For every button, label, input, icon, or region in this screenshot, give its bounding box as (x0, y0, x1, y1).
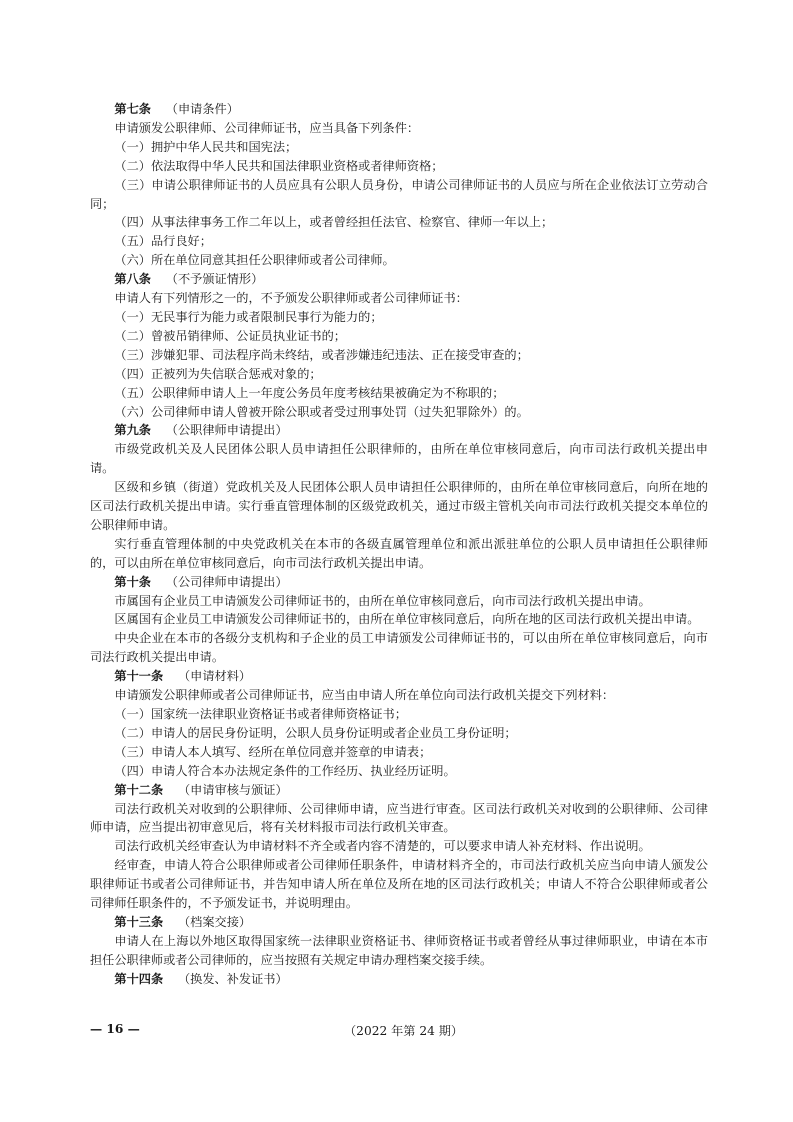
paragraph: （四）正被列为失信联合惩戒对象的； (114, 366, 322, 381)
paragraph: 申请颁发公职律师或者公司律师证书，应当由申请人所在单位向司法行政机关提交下列材料： (114, 688, 615, 703)
article-number: 第十三条 (114, 914, 164, 929)
paragraph: （五）品行良好； (114, 234, 212, 249)
article-heading (90, 667, 708, 686)
paragraph: 经审查，申请人符合公职律师或者公司律师任职条件，申请材料齐全的，市司法行政机关应当向申请人颁发公职律师证书或者公司律师证书，并告知申请人所在单位及所在地的区司法行政机关；申请人不符合公职律师或者公司律师任职条件的，不予颁发证书，并说明理由。 (90, 858, 708, 911)
paragraph: 司法行政机关经审查认为申请材料不齐全或者内容不清楚的，可以要求申请人补充材料、作出说明。 (114, 839, 651, 854)
article-heading (90, 573, 708, 592)
article-heading (90, 913, 708, 932)
paragraph: （三）涉嫌犯罪、司法程序尚未终结，或者涉嫌违纪违法、正在接受审查的； (114, 347, 529, 362)
article-subtitle: （换发、补发证书） (177, 971, 288, 986)
article-7 (90, 100, 708, 270)
paragraph: 申请颁发公职律师、公司律师证书，应当具备下列条件： (114, 120, 420, 135)
article-subtitle: （档案交接） (177, 914, 252, 929)
paragraph: 市级党政机关及人民团体公职人员申请担任公职律师的，由所在单位审核同意后，向市司法行政机关提出申请。 (90, 442, 708, 476)
article-number: 第十四条 (114, 971, 164, 986)
article-14 (90, 970, 708, 989)
paragraph: 司法行政机关对收到的公职律师、公司律师申请，应当进行审查。区司法行政机关对收到的公职律师、公司律师申请，应当提出初审意见后，将有关材料报市司法行政机关审查。 (90, 801, 708, 835)
article-number: 第九条 (114, 423, 151, 438)
article-subtitle: （公职律师申请提出） (165, 423, 288, 438)
issue-label: （2022 年第 24 期） (344, 1024, 464, 1038)
paragraph: （二）申请人的居民身份证明，公职人员身份证明或者企业员工身份证明； (114, 725, 517, 740)
article-heading (90, 270, 708, 289)
paragraph: （六）所在单位同意其担任公职律师或者公司律师。 (114, 253, 395, 268)
paragraph: （三）申请公职律师证书的人员应具有公职人员身份，申请公司律师证书的人员应与所在企业依法订立劳动合同； (90, 177, 708, 211)
page-footer (90, 1022, 708, 1042)
article-8 (90, 270, 708, 421)
article-12 (90, 781, 708, 913)
article-heading (90, 781, 708, 800)
article-heading (90, 970, 708, 989)
article-heading (90, 100, 708, 119)
article-9 (90, 421, 708, 572)
paragraph: （三）申请人本人填写、经所在单位同意并签章的申请表； (114, 744, 432, 759)
article-number: 第十一条 (114, 669, 164, 684)
paragraph: （二）曾被吊销律师、公证员执业证书的； (114, 328, 346, 343)
article-number: 第七条 (114, 102, 151, 116)
article-number: 第八条 (114, 272, 151, 287)
document-body (90, 100, 708, 989)
article-heading (90, 421, 708, 440)
paragraph: （一）国家统一法律职业资格证书或者律师资格证书； (114, 707, 407, 721)
article-subtitle: （申请材料） (177, 669, 252, 684)
article-subtitle: （申请审核与颁证） (177, 782, 288, 797)
article-subtitle: （公司律师申请提出） (165, 574, 288, 589)
paragraph: 市属国有企业员工申请颁发公司律师证书的，由所在单位审核同意后，向市司法行政机关提出申请。 (114, 593, 651, 608)
paragraph: 实行垂直管理体制的中央党政机关在本市的各级直属管理单位和派出派驻单位的公职人员申请担任公职律师的，可以由所在单位审核同意后，向市司法行政机关提出申请。 (90, 536, 708, 570)
paragraph: （一）拥护中华人民共和国宪法； (114, 139, 298, 154)
page-number: — 16 — (90, 1022, 140, 1036)
paragraph: （五）公职律师申请人上一年度公务员年度考核结果被确定为不称职的； (114, 385, 505, 400)
article-10 (90, 573, 708, 668)
article-number: 第十二条 (114, 782, 164, 797)
paragraph: （六）公司律师申请人曾被开除公职或者受过刑事处罚（过失犯罪除外）的。 (114, 404, 529, 419)
paragraph: （四）从事法律事务工作二年以上，或者曾经担任法官、检察官、律师一年以上； (114, 215, 554, 230)
paragraph: 中央企业在本市的各级分支机构和子企业的员工申请颁发公司律师证书的，可以由所在单位审核同意后，向市司法行政机关提出申请。 (90, 631, 708, 665)
paragraph: （四）申请人符合本办法规定条件的工作经历、执业经历证明。 (114, 763, 456, 778)
paragraph: （二）依法取得中华人民共和国法律职业资格或者律师资格； (114, 158, 444, 173)
article-13 (90, 913, 708, 970)
paragraph: 申请人有下列情形之一的，不予颁发公职律师或者公司律师证书： (114, 291, 468, 306)
paragraph: （一）无民事行为能力或者限制民事行为能力的； (114, 309, 383, 324)
article-subtitle: （不予颁证情形） (165, 272, 264, 287)
article-number: 第十条 (114, 574, 151, 589)
paragraph: 区属国有企业员工申请颁发公司律师证书的，由所在单位审核同意后，向所在地的区司法行政机关提出申请。 (114, 612, 700, 627)
paragraph: 申请人在上海以外地区取得国家统一法律职业资格证书、律师资格证书或者曾经从事过律师职业，申请在本市担任公职律师或者公司律师的，应当按照有关规定申请办理档案交接手续。 (90, 933, 708, 967)
article-11 (90, 667, 708, 780)
paragraph: 区级和乡镇（街道）党政机关及人民团体公职人员申请担任公职律师的，由所在单位审核同意后，向所在地的区司法行政机关提出申请。实行垂直管理体制的区级党政机关，通过市级主管机关向市司法行政机关提交本单位的公职律师申请。 (90, 480, 708, 532)
article-subtitle: （申请条件） (165, 102, 239, 116)
